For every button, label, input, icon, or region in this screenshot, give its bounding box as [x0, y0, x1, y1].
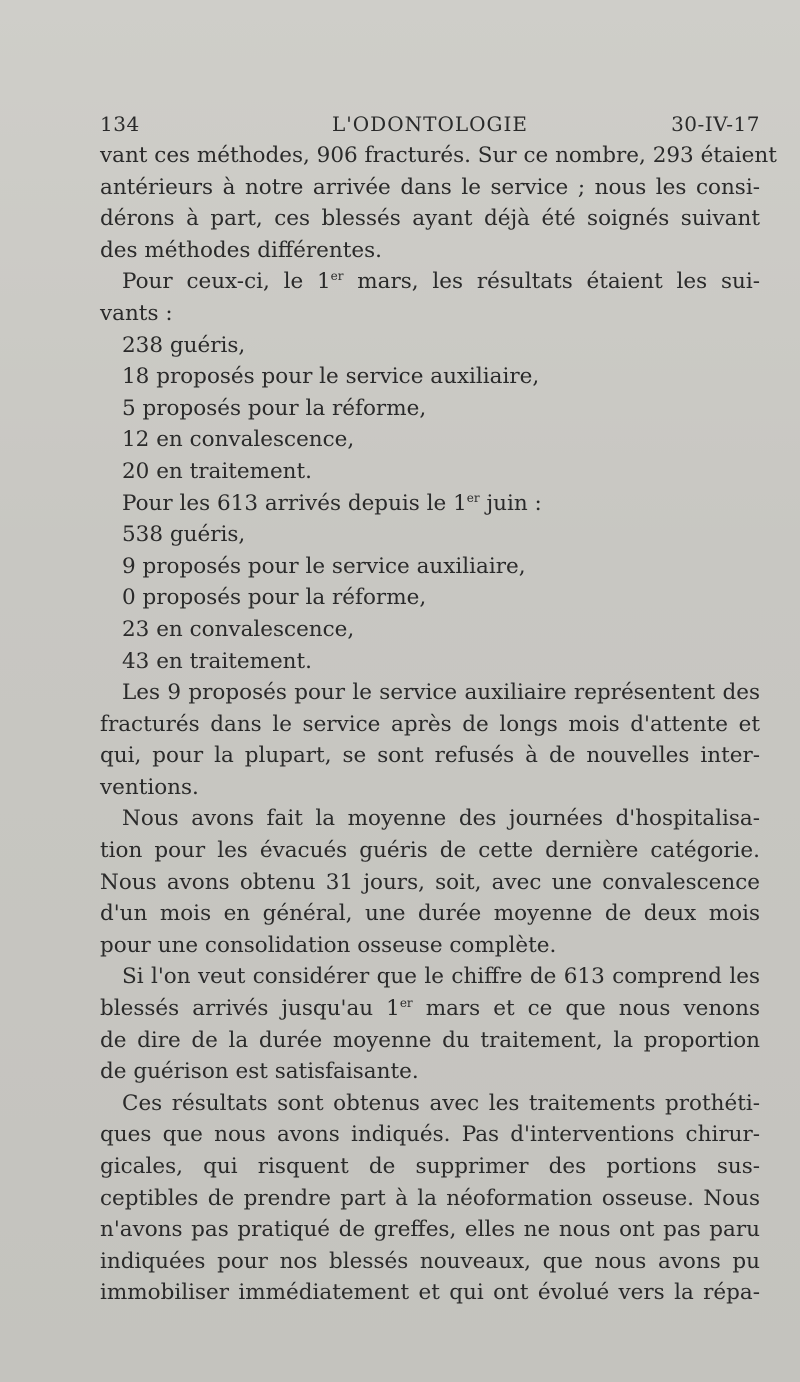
text-line: Nous avons obtenu 31 jours, soit, avec une convalescence	[100, 869, 760, 895]
text-line: Les 9 proposés pour le service auxiliaire représentent des	[122, 680, 760, 706]
text-line: de dire de la durée moyenne du traitement, la proportion	[100, 1027, 760, 1053]
list-item: 43 en traitement.	[122, 648, 313, 674]
text-line: Pour les 613 arrivés depuis le 1er juin :	[122, 490, 542, 516]
text-line: vants :	[100, 300, 173, 326]
text-line: indiquées pour nos blessés nouveaux, que nous avons pu	[100, 1248, 760, 1274]
issue-date: 30-IV-17	[671, 112, 760, 136]
journal-title: L'ODONTOLOGIE	[332, 112, 528, 136]
list-item: 5 proposés pour la réforme,	[122, 395, 427, 421]
text-line: blessés arrivés jusqu'au 1er mars et ce que nous venons	[100, 995, 760, 1022]
text-line: d'un mois en général, une durée moyenne de deux mois	[100, 901, 760, 927]
text-line: de guérison est satisfaisante.	[100, 1059, 419, 1085]
page-number: 134	[100, 112, 140, 136]
text-line: Nous avons fait la moyenne des journées d'hospitalisa-	[122, 806, 760, 832]
text-line: Si l'on veut considérer que le chiffre de 613 comprend les	[122, 964, 760, 990]
text-line: ventions.	[100, 774, 199, 800]
list-item: 538 guéris,	[122, 522, 246, 548]
text-line: pour une consolidation osseuse complète.	[100, 932, 557, 958]
text-line: qui, pour la plupart, se sont refusés à de nouvelles inter-	[100, 743, 760, 769]
list-item: 9 proposés pour le service auxiliaire,	[122, 553, 526, 579]
text-line: fracturés dans le service après de longs mois d'attente et	[100, 711, 760, 737]
text-line: ques que nous avons indiqués. Pas d'interventions chirur-	[100, 1122, 760, 1148]
text-line: dérons à part, ces blessés ayant déjà été soignés suivant	[100, 206, 760, 232]
running-head	[100, 112, 760, 142]
text-line: Ces résultats sont obtenus avec les traitements prothéti-	[122, 1090, 760, 1116]
text-line: Pour ceux-ci, le 1er mars, les résultats étaient les sui-	[122, 269, 760, 295]
text-line: ceptibles de prendre part à la néoformation osseuse. Nous	[100, 1185, 760, 1211]
text-line: gicales, qui risquent de supprimer des portions sus-	[100, 1154, 760, 1179]
list-item: 18 proposés pour le service auxiliaire,	[122, 364, 540, 390]
text-line: n'avons pas pratiqué de greffes, elles ne nous ont pas paru	[100, 1217, 760, 1243]
text-line: des méthodes différentes.	[100, 237, 382, 263]
body-text	[100, 140, 777, 1309]
list-item: 0 proposés pour la réforme,	[122, 585, 427, 611]
list-item: 238 guéris,	[122, 332, 246, 358]
text-line: vant ces méthodes, 906 fracturés. Sur ce nombre, 293 étaient	[100, 143, 777, 168]
text-line: antérieurs à notre arrivée dans le service ; nous les consi-	[100, 174, 760, 200]
text-line: tion pour les évacués guéris de cette dernière catégorie.	[100, 838, 760, 864]
list-item: 23 en convalescence,	[122, 616, 355, 642]
text-line: immobiliser immédiatement et qui ont évolué vers la répa-	[100, 1280, 760, 1306]
list-item: 20 en traitement.	[122, 458, 313, 484]
list-item: 12 en convalescence,	[122, 427, 355, 453]
